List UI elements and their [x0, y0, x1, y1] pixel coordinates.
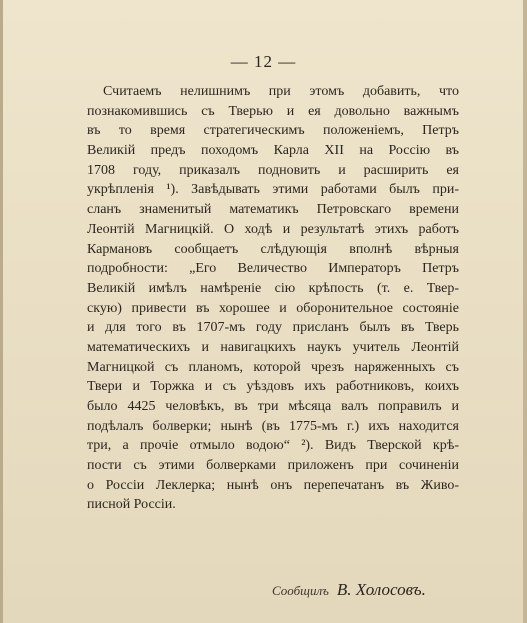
text-line: Магницкой съ планомъ, которой чрезъ наряженныхъ съ: [87, 359, 459, 375]
text-line: Твери и Торжка и съ уѣздовъ ихъ работниковъ, коихъ: [87, 379, 459, 395]
signature-name: В. Холосовъ.: [336, 580, 426, 599]
text-line: Леонтій Магницкій. О ходѣ и результатѣ этихъ работъ: [87, 221, 459, 237]
text-line: и для того въ 1707-мъ году присланъ былъ въ Тверь: [87, 320, 459, 336]
signature-label: Сообщилъ: [272, 583, 329, 598]
text-line: подѣлалъ болверки; нынѣ (въ 1775-мъ г.) ихъ находится: [87, 418, 459, 434]
text-line: Великій предъ походомъ Карла XII на Россію въ: [87, 143, 459, 159]
text-line: Великій имѣлъ намѣреніе сію крѣпость (т. е. Твер-: [87, 280, 459, 296]
text-line: въ то время стратегическимъ положеніемъ, Петръ: [87, 123, 459, 139]
text-line: укрѣпленія ¹). Завѣдывать этими работами былъ при-: [87, 182, 459, 198]
text-line: пости съ этими болверками приложенъ при сочиненіи: [87, 458, 459, 474]
body-paragraph: [87, 82, 459, 515]
text-line: сланъ знаменитый математикъ Петровскаго времени: [87, 202, 459, 218]
text-line: было 4425 человѣкъ, въ три мѣсяца валъ поправилъ и: [87, 399, 459, 414]
page-number: — 12 —: [230, 52, 297, 71]
text-line: познакомившись съ Тверью и ея довольно важнымъ: [87, 103, 459, 119]
text-line: о Россіи Леклерка; нынѣ онъ перепечатанъ въ Живо-: [87, 477, 459, 493]
text-line: писной Россіи.: [87, 497, 176, 513]
text-line: математическихъ и навигацкихъ наукъ учитель Леонтій: [87, 339, 459, 355]
text-line: три, а прочіе отмыло водою“ ²). Видъ Тверской крѣ-: [87, 438, 459, 454]
text-line: 1708 году, приказалъ подновить и расширить ея: [87, 162, 459, 178]
text-line: подробности: „Его Величество Императоръ Петръ: [87, 261, 459, 277]
text-line: скую) привести въ хорошее и оборонительное состояніе: [87, 300, 459, 316]
signature: [272, 580, 426, 600]
text-line: Считаемъ нелишнимъ при этомъ добавить, что: [103, 84, 459, 99]
text-line: Кармановъ сообщаетъ слѣдующія вполнѣ вѣрныя: [87, 241, 459, 257]
page-left-edge: [0, 0, 3, 623]
page-right-edge: [523, 0, 527, 623]
